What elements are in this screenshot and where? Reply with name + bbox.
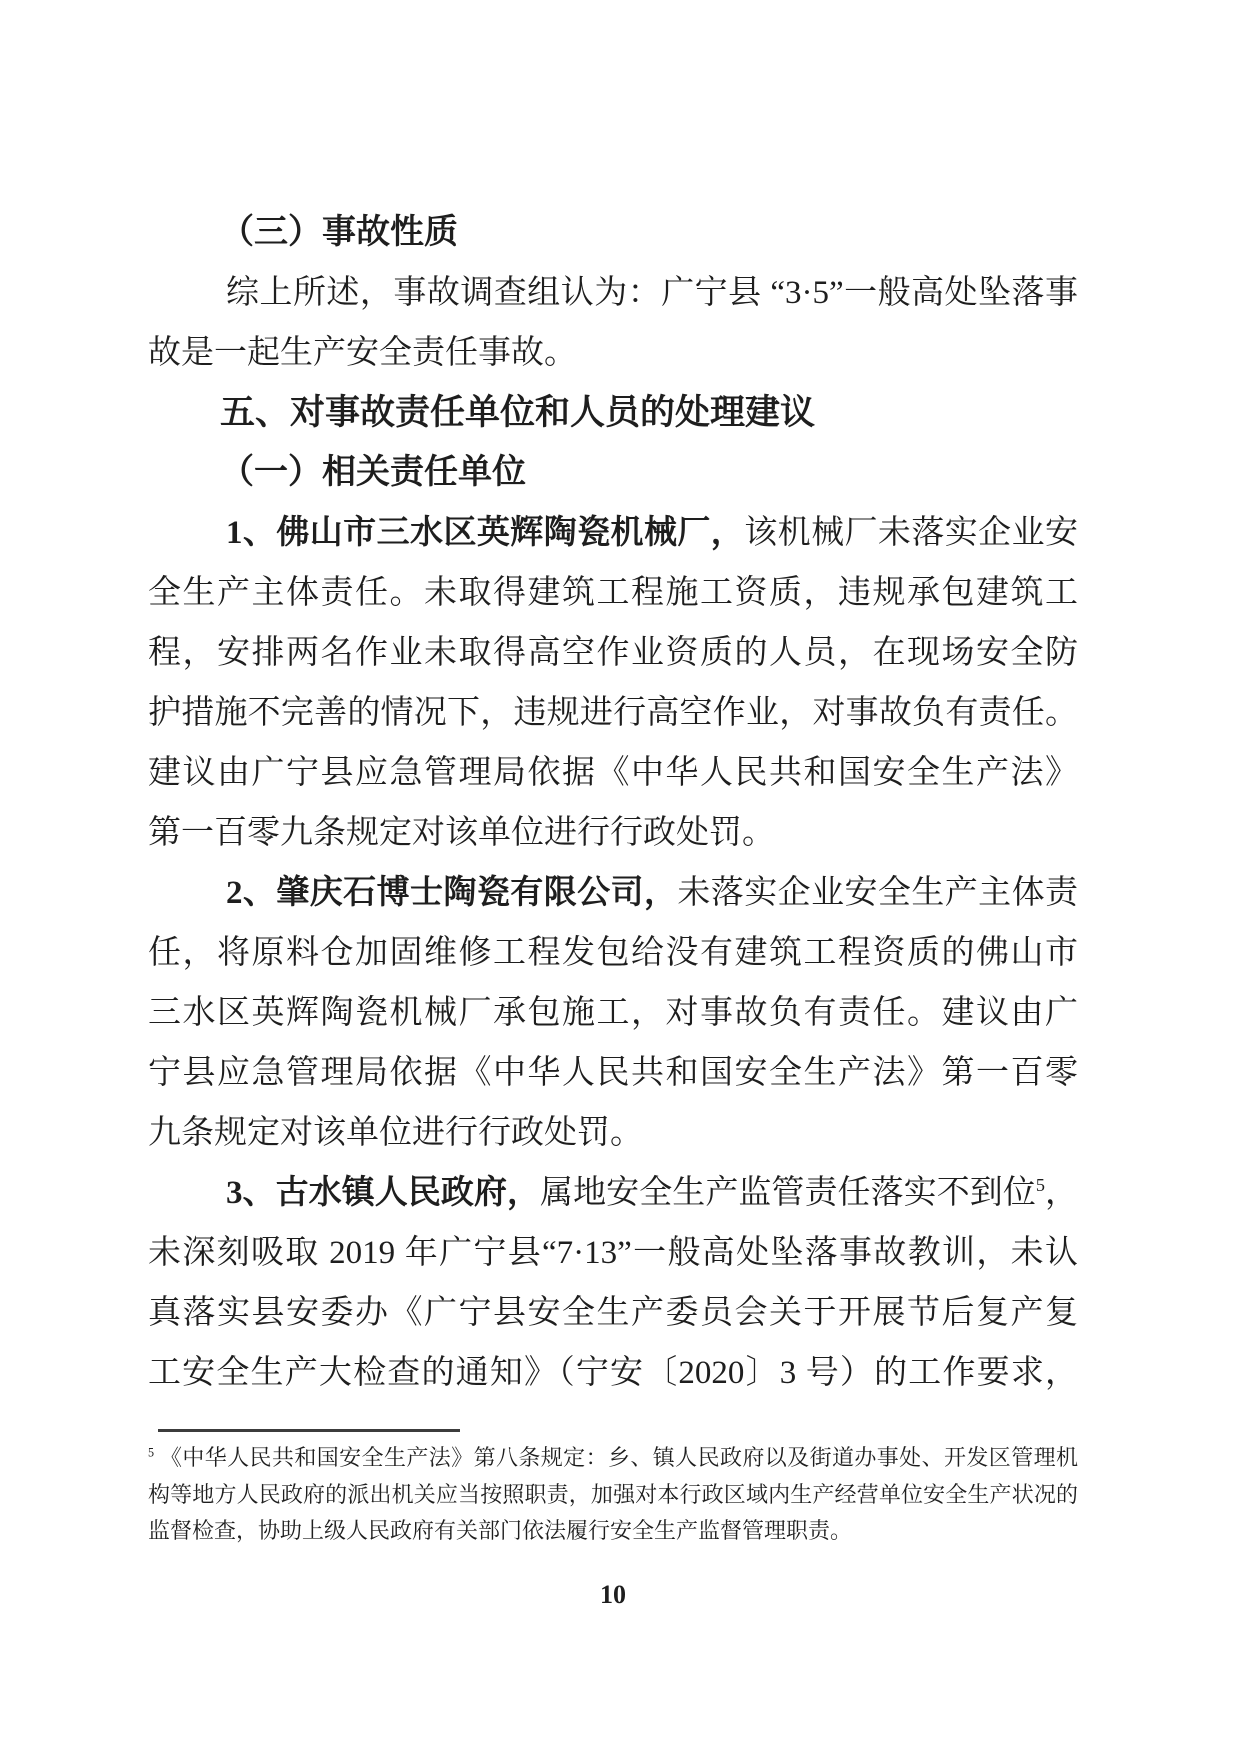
unit1-name-bold: 1、佛山市三水区英辉陶瓷机械厂， [226,515,745,551]
heading-related-units-text: （一）相关责任单位 [220,454,526,491]
unit3-name-bold: 3、古水镇人民政府， [226,1175,541,1211]
unit1-line-4: 护措施不完善的情况下，违规进行高空作业，对事故负有责任。 [148,695,1078,731]
unit1-line-3: 程，安排两名作业未取得高空作业资质的人员，在现场安全防 [148,635,1078,671]
heading-section-5 [148,383,1078,443]
unit3-line-2: 未深刻吸取 2019 年广宁县“7·13”一般高处坠落事故教训，未认 [148,1235,1078,1271]
unit1-line-6: 第一百零九条规定对该单位进行行政处罚。 [148,815,775,851]
unit3-line-1-tail: ， [1044,1175,1079,1211]
heading-related-units [148,443,1078,503]
unit1-line-1 [148,503,1078,563]
unit2-line-3: 三水区英辉陶瓷机械厂承包施工，对事故负有责任。建议由广 [148,995,1078,1031]
paragraph-summary-line-1: 综上所述，事故调查组认为：广宁县 “3·5”一般高处坠落事 [226,275,1078,311]
heading-accident-nature [148,203,1078,263]
unit2-line-4: 宁县应急管理局依据《中华人民共和国安全生产法》第一百零 [148,1055,1078,1091]
unit1-line-5: 建议由广宁县应急管理局依据《中华人民共和国安全生产法》 [148,755,1078,791]
unit2-name-bold: 2、肇庆石博士陶瓷有限公司， [226,875,678,911]
footnote-line-2: 构等地方人民政府的派出机关应当按照职责，加强对本行政区域内生产经营单位安全生产状况的 [148,1482,1078,1507]
unit2-line-1-rest: 未落实企业安全生产主体责 [677,875,1079,911]
footnote-line-3: 监督检查，协助上级人民政府有关部门依法履行安全生产监督管理职责。 [148,1518,853,1543]
unit1-line-1-rest: 该机械厂未落实企业安 [744,515,1079,551]
unit2-line-2: 任，将原料仓加固维修工程发包给没有建筑工程资质的佛山市 [148,935,1078,971]
unit3-line-1 [148,1163,1078,1223]
unit1-line-2: 全生产主体责任。未取得建筑工程施工资质，违规承包建筑工 [148,575,1078,611]
unit2-line-1 [148,863,1078,923]
unit2-line-5: 九条规定对该单位进行行政处罚。 [148,1115,643,1151]
heading-section-5-text: 五、对事故责任单位和人员的处理建议 [220,393,816,432]
footnote-separator-rule [158,1429,460,1432]
heading-accident-nature-text: （三）事故性质 [220,214,458,251]
page-number: 10 [600,1580,626,1609]
footnote-marker-5: 5 [148,1445,155,1460]
footnote-line-1-text: 《中华人民共和国安全生产法》第八条规定：乡、镇人民政府以及街道办事处、开发区管理机 [159,1445,1078,1470]
unit3-line-1-rest: 属地安全生产监管责任落实不到位 [540,1175,1036,1211]
footnote-reference-5: 5 [1035,1175,1045,1195]
paragraph-summary-line-2: 故是一起生产安全责任事故。 [148,335,577,371]
footnote-line-1 [148,1440,1078,1476]
unit3-line-4: 工安全生产大检查的通知》（宁安〔2020〕3 号）的工作要求， [148,1355,1078,1391]
unit3-line-3: 真落实县安委办《广宁县安全生产委员会关于开展节后复产复 [148,1295,1078,1331]
